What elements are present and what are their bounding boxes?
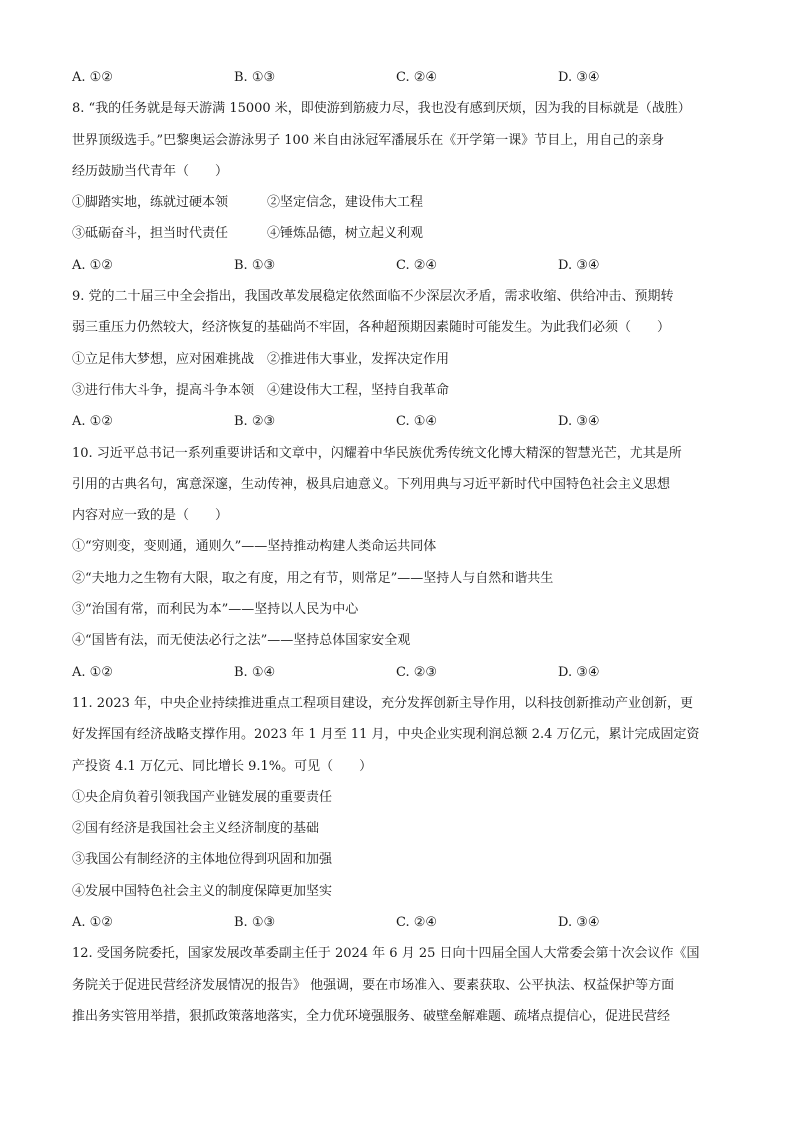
q11-stem-line-2: 好发挥国有经济战略支撑作用。2023 年 1 月至 11 月，中央企业实现利润总额 2.4 万亿元，累计完成固定资 [72, 727, 700, 743]
q11-statement-4: ④发展中国特色社会主义的制度保障更加坚实 [72, 883, 333, 899]
q9-option-c[interactable]: C. ①④ [396, 414, 438, 430]
q9-statement-4: ④建设伟大工程，坚持自我革命 [267, 382, 450, 398]
q11-option-c[interactable]: C. ②④ [396, 915, 438, 931]
q11-options [72, 907, 722, 938]
q8-option-d[interactable]: D. ③④ [558, 257, 600, 273]
q7-option-b[interactable]: B. ①③ [234, 70, 276, 85]
q9-statement-3: ③进行伟大斗争，提高斗争本领 [72, 382, 255, 398]
q11-stem-line-3: 产投资 4.1 万亿元、同比增长 9.1%。可见（ ） [72, 758, 373, 774]
question-12 [72, 938, 722, 1032]
q8-options [72, 250, 722, 281]
q9-statement-2: ②推进伟大事业，发挥决定作用 [267, 351, 450, 367]
q10-option-a[interactable]: A. ①② [72, 664, 113, 680]
q10-statement-1: ①“穷则变，变则通，通则久”——坚持推动构建人类命运共同体 [72, 539, 437, 555]
q9-options [72, 406, 722, 437]
q9-statement-1: ①立足伟大梦想，应对困难挑战 [72, 351, 255, 367]
q8-stem-line-2: 世界顶级选手。”巴黎奥运会游泳男子 100 米自由泳冠军潘展乐在《开学第一课》节目上，用自己的亲身 [72, 132, 665, 148]
q11-statement-1: ①央企肩负着引领我国产业链发展的重要责任 [72, 789, 333, 805]
q10-stem-line-1: 10. 习近平总书记一系列重要讲话和文章中，闪耀着中华民族优秀传统文化博大精深的智慧光芒，尤其是所 [72, 445, 682, 461]
q11-stem-line-1: 11. 2023 年，中央企业持续推进重点工程项目建设，充分发挥创新主导作用，以科技创新推动产业创新，更 [72, 695, 694, 711]
q7-option-d[interactable]: D. ③④ [558, 70, 600, 85]
q7-option-c[interactable]: C. ②④ [396, 70, 438, 85]
q8-option-a[interactable]: A. ①② [72, 257, 113, 273]
q7-option-a[interactable]: A. ①② [72, 70, 113, 85]
question-9 [72, 281, 722, 437]
q11-statement-2: ②国有经济是我国社会主义经济制度的基础 [72, 821, 320, 837]
q8-stem-line-3: 经历鼓励当代青年（ ） [72, 163, 229, 179]
question-8 [72, 93, 722, 281]
q7-options [72, 62, 722, 93]
question-10 [72, 438, 722, 688]
q9-stem-line-1: 9. 党的二十届三中全会指出，我国改革发展稳定依然面临不少深层次矛盾，需求收缩、供给冲击、预期转 [72, 289, 674, 305]
q10-option-c[interactable]: C. ②③ [396, 664, 438, 680]
q8-stem-line-1: 8. “我的任务就是每天游满 15000 米，即使游到筋疲力尽，我也没有感到厌烦，因为我的目标就是（战胜） [72, 101, 691, 117]
q10-options [72, 657, 722, 688]
q11-option-b[interactable]: B. ①③ [234, 915, 276, 931]
q8-statement-row-2 [72, 218, 722, 249]
q12-stem-line-2: 务院关于促进民营经济发展情况的报告》 他强调，要在市场准入、要素获取、公平执法、权益保护等方面 [72, 977, 675, 993]
q8-option-c[interactable]: C. ②④ [396, 257, 438, 273]
q10-option-d[interactable]: D. ③④ [558, 664, 600, 680]
q11-option-d[interactable]: D. ③④ [558, 915, 600, 931]
q8-statement-4: ④锤炼品德，树立起义利观 [267, 226, 424, 242]
q10-statement-3: ③“治国有常，而利民为本”——坚持以人民为中心 [72, 602, 359, 618]
q11-statement-3: ③我国公有制经济的主体地位得到巩固和加强 [72, 852, 333, 868]
q12-stem-line-3: 推出务实管用举措，狠抓政策落地落实，全力优环境强服务、破壁垒解难题、疏堵点提信心，促进民营经 [72, 1008, 671, 1024]
q9-option-b[interactable]: B. ②③ [234, 414, 276, 430]
q9-statement-row-1 [72, 344, 722, 375]
question-11 [72, 688, 722, 938]
q8-statement-3: ③砥砺奋斗，担当时代责任 [72, 226, 229, 242]
q9-option-a[interactable]: A. ①② [72, 414, 113, 430]
q11-option-a[interactable]: A. ①② [72, 915, 113, 931]
q8-statement-1: ①脚踏实地，练就过硬本领 [72, 195, 229, 211]
q8-statement-row-1 [72, 187, 722, 218]
q10-option-b[interactable]: B. ①④ [234, 664, 276, 680]
q9-option-d[interactable]: D. ③④ [558, 414, 600, 430]
q8-statement-2: ②坚定信念，建设伟大工程 [267, 195, 424, 211]
q9-stem-line-2: 弱三重压力仍然较大，经济恢复的基础尚不牢固，各种超预期因素随时可能发生。为此我们必须（ ） [72, 320, 671, 336]
exam-page [72, 62, 722, 1032]
q8-option-b[interactable]: B. ①③ [234, 257, 276, 273]
q12-stem-line-1: 12. 受国务院委托，国家发展改革委副主任于 2024 年 6 月 25 日向十四届全国人大常委会第十次会议作《国 [72, 946, 700, 962]
q10-stem-line-3: 内容对应一致的是（ ） [72, 508, 229, 524]
q10-statement-2: ②“夫地力之生物有大限，取之有度，用之有节，则常足”——坚持人与自然和谐共生 [72, 570, 554, 586]
q10-stem-line-2: 引用的古典名句，寓意深邃，生动传神，极具启迪意义。下列用典与习近平新时代中国特色社会主义思想 [72, 476, 671, 492]
q10-statement-4: ④“国皆有法，而无使法必行之法”——坚持总体国家安全观 [72, 633, 411, 649]
q9-statement-row-2 [72, 375, 722, 406]
